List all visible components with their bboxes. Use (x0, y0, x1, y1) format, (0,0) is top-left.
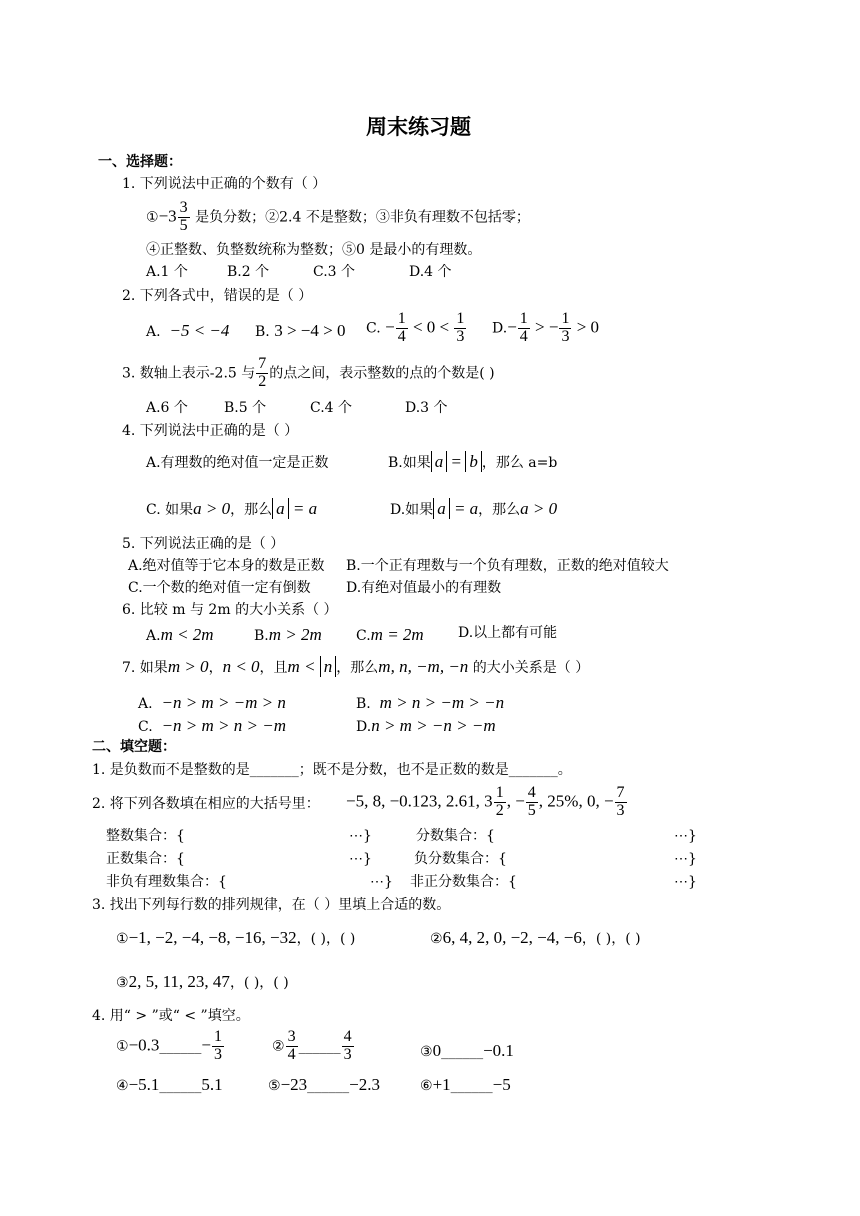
question-2-option-c: C. − $\frac{1}{4}$ < 0 < $\frac{1}{3}$ (366, 310, 465, 345)
question-3-option-d: D.3 个 (405, 400, 448, 416)
sequence-2: ②6, 4, 2, 0, −2, −4, −6，( )，( ) (430, 928, 641, 947)
set-negative-fractions-close: ⋯} (674, 851, 697, 867)
fill-question-4-stem: 4. 用“ > ”或“ < ”填空。 (92, 1008, 250, 1024)
set-positives-label: 正数集合：{ (106, 851, 185, 867)
section-heading-fill: 二、填空题： (92, 739, 176, 755)
question-2-option-b: B. 3 > −4 > 0 (255, 321, 346, 340)
compare-item-4: ④−5.1______5.1 (116, 1075, 223, 1094)
question-5-option-c: C.一个数的绝对值一定有倒数 (128, 580, 311, 596)
question-5-option-b: B.一个正有理数与一个负有理数，正数的绝对值较大 (346, 558, 669, 574)
question-5-stem: 5. 下列说法正确的是（ ） (122, 536, 285, 552)
question-1-line-1: ①−3 $\frac{3}{5}$ 是负分数；②2.4 不是整数；③非负有理数不包括零； (146, 199, 530, 234)
fill-question-2-numbers: −5, 8, −0.123, 2.61, 3 $\frac{1}{2}$ , − $\frac{4}{5}$ , 25%, 0, − $\frac{7}{3}$ (346, 784, 625, 819)
sequence-1: ①−1, −2, −4, −8, −16, −32，( )，( ) (116, 928, 356, 947)
question-6-option-a: A.m < 2m (146, 625, 214, 644)
question-6-option-c: C.m = 2m (356, 625, 424, 644)
question-5-option-a: A.绝对值等于它本身的数是正数 (128, 558, 325, 574)
compare-item-2: ② $\frac{3}{4}$ ______ $\frac{4}{3}$ (272, 1028, 352, 1063)
compare-item-6: ⑥+1______−5 (420, 1075, 511, 1094)
set-nonnegative-rationals-close: ⋯} (370, 874, 393, 890)
question-1-option-d: D.4 个 (409, 264, 452, 280)
question-1-option-c: C.3 个 (313, 264, 356, 280)
fill-question-3-stem: 3. 找出下列每行数的排列规律，在（ ）里填上合适的数。 (92, 897, 451, 913)
question-1-line-2: ④正整数、负整数统称为整数；⑤0 是最小的有理数。 (146, 242, 482, 258)
fill-question-2-stem: 2. 将下列各数填在相应的大括号里： (92, 796, 320, 812)
question-4-option-a: A.有理数的绝对值一定是正数 (146, 455, 329, 471)
set-nonnegative-rationals-label: 非负有理数集合：{ (106, 874, 227, 890)
question-4-option-b: B.如果 a = b ，那么 a=b (388, 452, 558, 471)
question-2-option-a: A. −5 < −4 (146, 321, 230, 340)
set-nonpositive-fractions-label: 非正分数集合：{ (410, 874, 517, 890)
mixed-fraction: $\frac{3}{5}$ (179, 199, 188, 234)
question-7-option-b: B. m > n > −m > −n (356, 693, 505, 712)
compare-item-5: ⑤−23______−2.3 (268, 1075, 380, 1094)
question-2-stem: 2. 下列各式中，错误的是（ ） (122, 288, 313, 304)
compare-item-3: ③0______−0.1 (420, 1041, 514, 1060)
set-integers-close: ⋯} (349, 828, 372, 844)
question-2-option-d: D.− $\frac{1}{4}$ > − $\frac{1}{3}$ > 0 (492, 310, 600, 345)
question-1-option-b: B.2 个 (227, 264, 270, 280)
question-3-stem: 3. 数轴上表示-2.5 与 $\frac{7}{2}$ 的点之间，表示整数的点的个数是( ) (122, 355, 495, 390)
set-nonpositive-fractions-close: ⋯} (674, 874, 697, 890)
question-6-option-b: B.m > 2m (254, 625, 322, 644)
question-3-option-b: B.5 个 (224, 400, 267, 416)
page-title: 周末练习题 (366, 115, 471, 139)
set-integers-label: 整数集合：{ (106, 828, 185, 844)
question-3-option-c: C.4 个 (310, 400, 353, 416)
set-negative-fractions-label: 负分数集合：{ (414, 851, 507, 867)
sequence-3: ③2, 5, 11, 23, 47，( )，( ) (116, 972, 289, 991)
set-fractions-label: 分数集合：{ (416, 828, 495, 844)
set-fractions-close: ⋯} (674, 828, 697, 844)
fill-question-1: 1. 是负数而不是整数的是_______；既不是分数，也不是正数的数是_______。 (92, 762, 572, 778)
question-5-option-d: D.有绝对值最小的有理数 (346, 580, 502, 596)
question-7-stem: 7. 如果m > 0，n < 0，且m < n ，那么m, n, −m, −n 的大小关系是（ ） (122, 657, 590, 676)
question-3-option-a: A.6 个 (146, 400, 188, 416)
question-6-option-d: D.以上都有可能 (458, 625, 558, 641)
question-6-stem: 6. 比较 m 与 2m 的大小关系（ ） (122, 602, 338, 618)
compare-item-1: ①−0.3______− $\frac{1}{3}$ (116, 1028, 222, 1063)
question-1-option-a: A.1 个 (146, 264, 188, 280)
section-heading-choice: 一、选择题： (98, 154, 182, 170)
question-7-option-d: D.n > m > −n > −m (356, 716, 496, 735)
question-4-option-c: C. 如果a > 0，那么 a = a (146, 499, 318, 518)
question-7-option-c: C. −n > m > n > −m (138, 716, 286, 735)
question-1-stem: 1. 下列说法中正确的个数有（ ） (122, 176, 327, 192)
question-4-option-d: D.如果 a = a，那么a > 0 (390, 499, 558, 518)
set-positives-close: ⋯} (349, 851, 372, 867)
question-4-stem: 4. 下列说法中正确的是（ ） (122, 423, 299, 439)
question-7-option-a: A. −n > m > −m > n (138, 693, 286, 712)
